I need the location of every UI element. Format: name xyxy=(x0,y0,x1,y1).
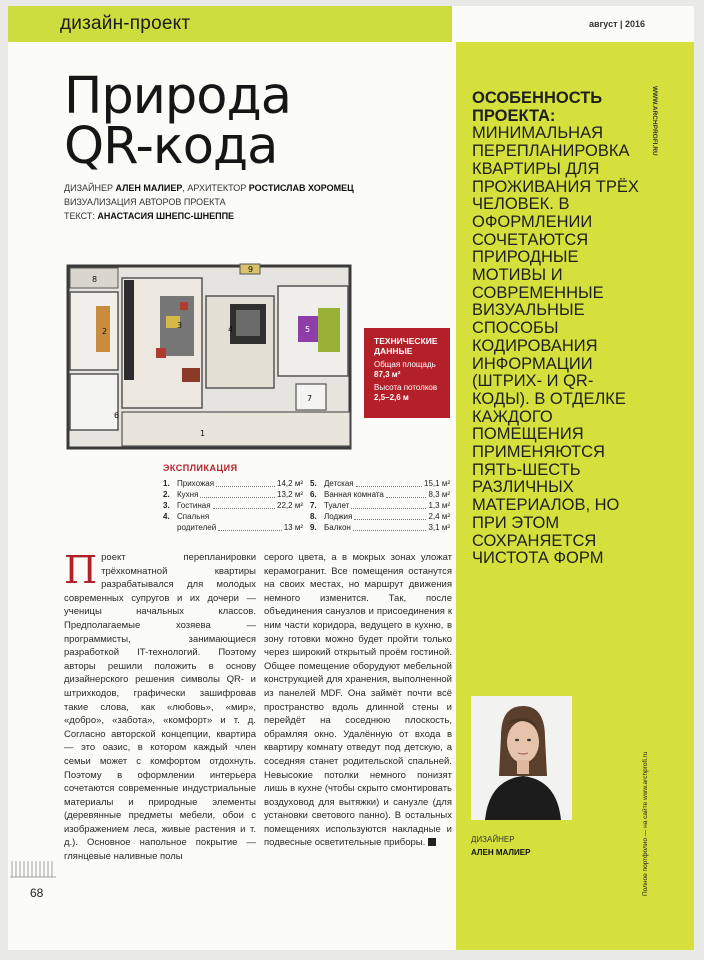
credits-designer: ДИЗАЙНЕР АЛЕН МАЛИЕР, АРХИТЕКТОР РОСТИСЛАВ ХОРОМЕЦ xyxy=(64,183,354,193)
credits xyxy=(64,181,354,223)
explication-room: Туалет xyxy=(324,501,350,510)
leader-dots xyxy=(354,519,426,520)
plan-room-label: 8 xyxy=(92,275,98,284)
leader-dots xyxy=(213,508,275,509)
photo-caption xyxy=(471,833,530,859)
leader-dots xyxy=(216,486,275,487)
explication-number: 8. xyxy=(310,512,317,521)
article-title-line1: Природа xyxy=(64,67,291,126)
explication-row xyxy=(310,522,450,533)
explication-column-2 xyxy=(310,478,450,533)
tech-title: ТЕХНИЧЕСКИЕ ДАННЫЕ xyxy=(374,336,438,356)
explication-area: 8,3 м² xyxy=(428,490,450,499)
plan-room-label: 4 xyxy=(228,325,234,334)
explication-room: Спальня xyxy=(177,512,210,521)
plan-room-label: 5 xyxy=(305,325,311,334)
floor-plan xyxy=(62,256,354,456)
explication-column-1 xyxy=(163,478,303,533)
explication-room: Гостиная xyxy=(177,501,211,510)
explication-number: 9. xyxy=(310,523,317,532)
plan-room-label: 1 xyxy=(200,429,206,438)
explication-room: родителей xyxy=(177,523,217,532)
tech-data-box xyxy=(364,328,450,418)
leader-dots xyxy=(200,497,275,498)
explication-area: 1,3 м² xyxy=(428,501,450,510)
drop-cap: П xyxy=(64,548,98,592)
explication-row xyxy=(163,478,303,489)
page-ruler xyxy=(8,859,58,889)
tech-height-value: 2,5–2,6 м xyxy=(374,393,409,402)
tech-area-label: Общая площадь xyxy=(374,360,436,369)
sidebar-feature-text: МИНИМАЛЬНАЯ ПЕРЕПЛАНИРОВКА КВАРТИРЫ ДЛЯ ПРОЖИВАНИЯ ТРЁХ ЧЕЛОВЕК. В ОФОРМЛЕНИИ СОЧЕТАЮТСЯ ПРИРОДНЫЕ МОТИВЫ И СОВРЕМЕННЫЕ ВИЗУАЛЬНЫЕ СПОСОБЫ КОДИРОВАНИЯ ИНФОРМАЦИИ (ШТРИХ- И QR-КОДЫ). В ОТДЕЛКЕ КАЖДОГО ПОМЕЩЕНИЯ ПРИМЕНЯЮТСЯ ПЯТЬ-ШЕСТЬ РАЗЛИЧНЫХ МАТЕРИАЛОВ, НО ПРИ ЭТОМ СОХРАНЯЕТСЯ ЧИСТОТА ФОРМ xyxy=(472,124,639,568)
explication-row xyxy=(163,500,303,511)
explication-room: Детская xyxy=(324,479,354,488)
issue-date: август | 2016 xyxy=(589,19,646,29)
sidebar-feature xyxy=(472,90,650,568)
explication-title: ЭКСПЛИКАЦИЯ xyxy=(163,463,238,473)
portfolio-note: Полное портфолио — на сайте www.archprofi.ru xyxy=(642,751,649,896)
explication-room: Прихожая xyxy=(177,479,215,488)
tech-area-value: 87,3 м² xyxy=(374,370,401,379)
credits-text: ТЕКСТ: АНАСТАСИЯ ШНЕПС-ШНЕППЕ xyxy=(64,211,235,221)
explication-number: 4. xyxy=(163,512,170,521)
explication-number: 6. xyxy=(310,490,317,499)
magazine-page xyxy=(8,6,694,950)
explication-area: 2,4 м² xyxy=(428,512,450,521)
explication-row xyxy=(310,478,450,489)
explication-row xyxy=(310,489,450,500)
explication-number: 7. xyxy=(310,501,317,510)
credits-visualization: ВИЗУАЛИЗАЦИЯ АВТОРОВ ПРОЕКТА xyxy=(64,197,226,207)
leader-dots xyxy=(353,530,427,531)
explication-number: 1. xyxy=(163,479,170,488)
photo-caption-label: ДИЗАЙНЕР xyxy=(471,835,515,844)
explication-room: Кухня xyxy=(177,490,199,499)
plan-room-label: 7 xyxy=(307,394,313,403)
article-title xyxy=(64,67,291,176)
explication-number: 5. xyxy=(310,479,317,488)
article-text-2: серого цвета, а в мокрых зонах уложат керамогранит. Все помещения останутся на своих местах, но маршрут движения немного изменится. Так, после объединения санузлов и присоединения к ним части коридора, ведущего в кухню, в зону готовки можно будет пройти только через широкий открытый проём гостиной. Общее помещение оборудуют мебельной конструкцией для хранения, выполненной из панелей MDF. Она займёт почти всё пространство вдоль длинной стены и перейдёт на соседнюю плоскость, обрамляя окно. Удалённую от входа в квартиру комнату отведут под детскую, а соседняя станет родительской спальней. Невысокие потолки немного понизят лишь в кухне (чтобы скрыто смонтировать воздуховод для вытяжки) и санузле (для установки светового панно). В остальных помещениях используются накладные и подвесные осветительные приборы. xyxy=(264,552,452,849)
page-number: 68 xyxy=(30,886,44,900)
sidebar-feature-heading: ОСОБЕННОСТЬ ПРОЕКТА: xyxy=(472,89,603,125)
designer-photo xyxy=(471,696,572,820)
leader-dots xyxy=(386,497,427,498)
section-header-bar xyxy=(8,6,452,42)
end-mark-icon xyxy=(428,838,436,846)
tech-height-label: Высота потолков xyxy=(374,383,438,392)
explication-number: 3. xyxy=(163,501,170,510)
explication-row xyxy=(163,522,303,533)
explication-area: 13 м² xyxy=(283,523,303,532)
leader-dots xyxy=(351,508,426,509)
explication-room: Балкон xyxy=(324,523,351,532)
sidebar-url: WWW.ARCHPROFI.RU xyxy=(651,86,658,156)
explication-room: Лоджия xyxy=(324,512,353,521)
plan-room-label: 9 xyxy=(248,265,254,274)
leader-dots xyxy=(218,530,282,531)
leader-dots xyxy=(356,486,422,487)
explication-area: 3,1 м² xyxy=(428,523,450,532)
explication-number: 2. xyxy=(163,490,170,499)
article-text-1: роект перепланировки трёхкомнатной квартиры разрабатывался для молодых современных супругов и их дочери — ученицы начальных классов. Предполагаемые хозяева — программисты, занимающиеся разработкой IT-технологий. Поэтому авторы решили положить в основу дизайнерского решения символы QR- и штрихкодов, графически зашифровав такие слова, как «любовь», «мир», «добро», «забота», «комфорт» и т. д. Согласно авторской концепции, квартира — это оазис, в котором каждый член семьи может с комфортом отдохнуть. Поэтому в оформлении интерьера сочетаются современные индустриальные материалы и природные элементы (деревянные предметы мебели, обои с изображением леса, живые растения и т. д.). Основное напольное покрытие — глянцевые наливные полы xyxy=(64,552,256,863)
explication-area: 22,2 м² xyxy=(277,501,303,510)
plan-room-label: 6 xyxy=(114,411,120,420)
plan-room-label: 2 xyxy=(102,327,108,336)
article-column-2 xyxy=(264,551,452,850)
explication-area: 13,2 м² xyxy=(277,490,303,499)
explication-row xyxy=(310,511,450,522)
explication-room: Ванная комната xyxy=(324,490,384,499)
plan-room-label: 3 xyxy=(177,321,183,330)
photo-caption-name: АЛЕН МАЛИЕР xyxy=(471,848,531,857)
explication-area: 14,2 м² xyxy=(277,479,303,488)
explication-area: 15,1 м² xyxy=(424,479,450,488)
article-column-1 xyxy=(64,548,256,864)
section-tag: дизайн-проект xyxy=(60,13,191,34)
explication-row xyxy=(310,500,450,511)
explication-row xyxy=(163,489,303,500)
explication-row xyxy=(163,511,303,522)
article-title-line2: QR-кода xyxy=(64,117,278,176)
